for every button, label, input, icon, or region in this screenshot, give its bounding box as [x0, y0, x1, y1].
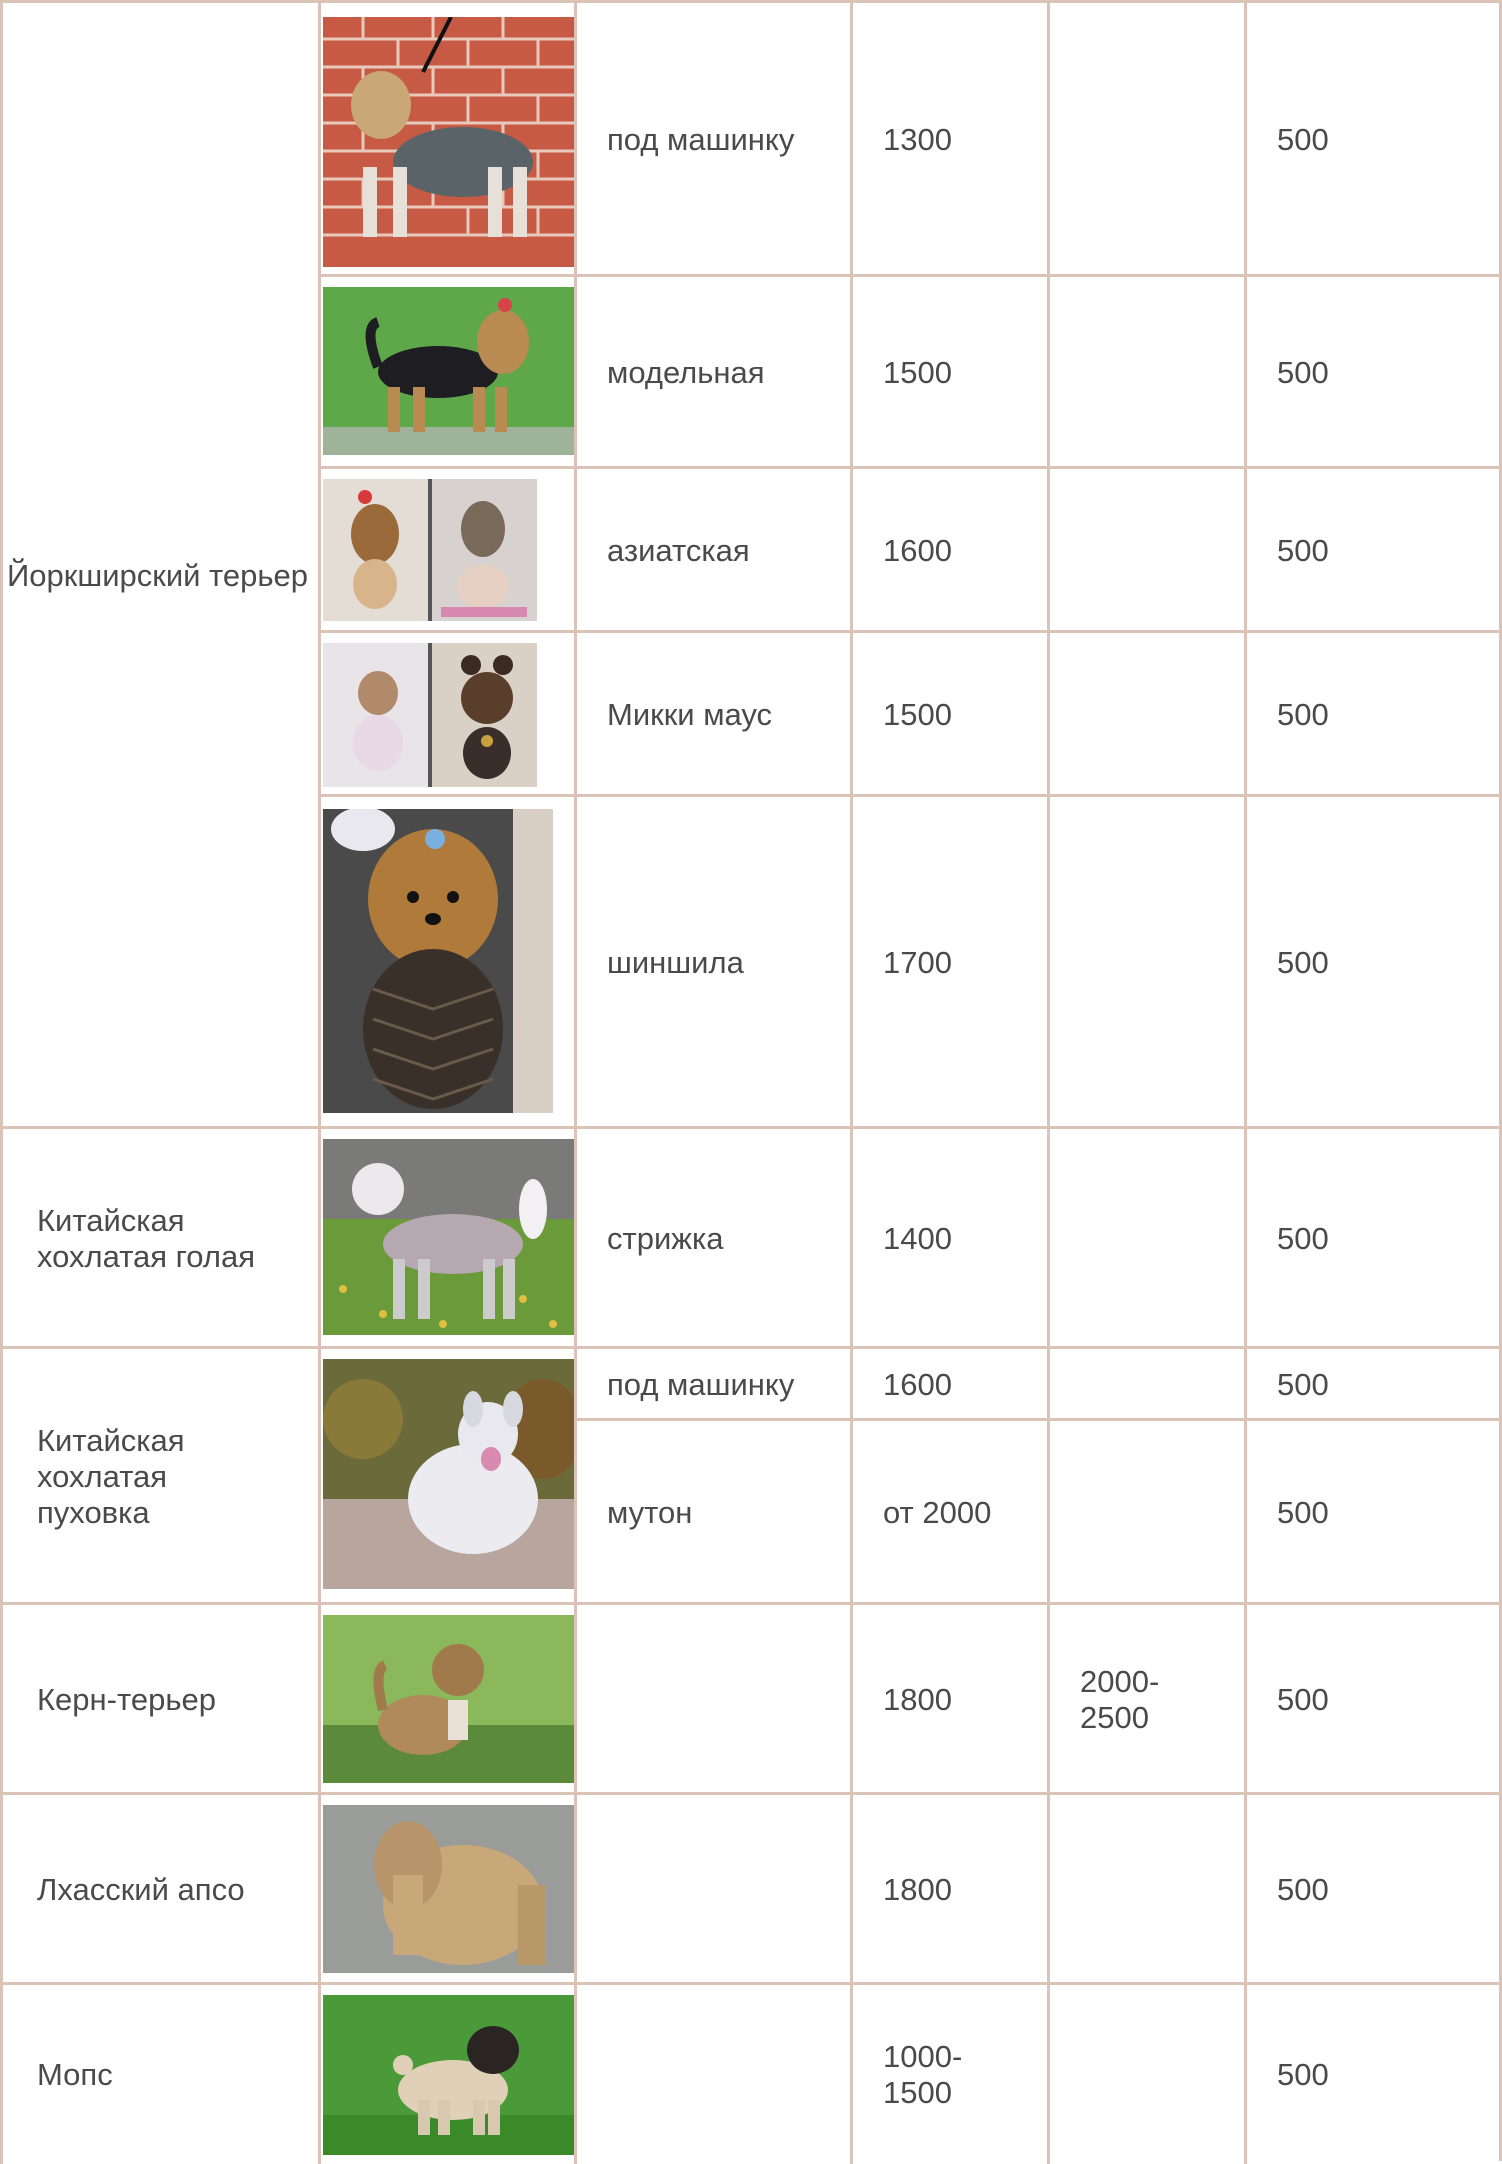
extra-cell [1047, 630, 1246, 796]
breed-label: Лхасский апсо [37, 1871, 245, 1907]
yorkie-asian-cut-photo [323, 479, 537, 621]
price-cell [850, 274, 1049, 468]
extra-cell [1047, 466, 1246, 632]
last-value: 500 [1277, 1366, 1329, 1402]
price-value: 1700 [883, 944, 952, 980]
photo-cell [318, 466, 576, 632]
extra-cell [1047, 274, 1246, 468]
last-cell [1244, 630, 1502, 796]
extra-cell [1047, 1982, 1246, 2164]
breed-label: Китайская хохлатая пуховка [37, 1422, 185, 1530]
last-value: 500 [1277, 944, 1329, 980]
price-cell [850, 1346, 1049, 1420]
price-value: 1500 [883, 354, 952, 390]
service-cell [574, 630, 852, 796]
price-cell [850, 1602, 1049, 1794]
service-label: азиатская [607, 532, 750, 568]
last-value: 500 [1277, 1871, 1329, 1907]
service-label: шиншила [607, 944, 744, 980]
service-label: мутон [607, 1494, 693, 1530]
price-value: 1800 [883, 1871, 952, 1907]
breed-cell-crested-powderpuff [0, 1346, 320, 1604]
extra-cell [1047, 1792, 1246, 1984]
extra-cell [1047, 1418, 1246, 1604]
service-label: модельная [607, 354, 765, 390]
last-value: 500 [1277, 1494, 1329, 1530]
breed-cell-pug [0, 1982, 320, 2164]
price-cell [850, 1126, 1049, 1348]
service-cell [574, 1792, 852, 1984]
last-value: 500 [1277, 121, 1329, 157]
service-cell [574, 1418, 852, 1604]
breed-label: Китайская хохлатая голая [37, 1202, 255, 1274]
service-cell [574, 274, 852, 468]
cairn-terrier-photo [323, 1615, 575, 1783]
extra-cell [1047, 0, 1246, 276]
pug-photo [323, 1995, 575, 2155]
breed-cell-lhasa [0, 1792, 320, 1984]
last-cell [1244, 1126, 1502, 1348]
photo-cell [318, 630, 576, 796]
last-cell [1244, 794, 1502, 1128]
photo-cell [318, 1792, 576, 1984]
last-value: 500 [1277, 354, 1329, 390]
price-value: 1400 [883, 1220, 952, 1256]
chinese-crested-powderpuff-photo [323, 1359, 575, 1589]
service-label: стрижка [607, 1220, 724, 1256]
extra-value: 2000- 2500 [1080, 1663, 1160, 1735]
last-value: 500 [1277, 2056, 1329, 2092]
yorkie-mickey-cut-photo [323, 643, 537, 787]
breed-cell-crested-hairless [0, 1126, 320, 1348]
chinese-crested-hairless-photo [323, 1139, 575, 1335]
extra-cell [1047, 1126, 1246, 1348]
last-cell [1244, 1792, 1502, 1984]
photo-cell [318, 1346, 576, 1604]
last-cell [1244, 1346, 1502, 1420]
last-value: 500 [1277, 532, 1329, 568]
price-value: 1500 [883, 696, 952, 732]
breed-label: Мопс [37, 2056, 113, 2092]
last-value: 500 [1277, 696, 1329, 732]
price-cell [850, 1982, 1049, 2164]
last-cell [1244, 0, 1502, 276]
price-value: 1000- 1500 [883, 2038, 963, 2110]
lhasa-apso-photo [323, 1805, 575, 1973]
photo-cell [318, 0, 576, 276]
price-value: 1300 [883, 121, 952, 157]
photo-cell [318, 274, 576, 468]
price-value: 1600 [883, 532, 952, 568]
service-cell [574, 1602, 852, 1794]
extra-cell [1047, 1602, 1246, 1794]
extra-cell [1047, 1346, 1246, 1420]
price-cell [850, 1418, 1049, 1604]
price-cell [850, 0, 1049, 276]
last-cell [1244, 1418, 1502, 1604]
last-value: 500 [1277, 1220, 1329, 1256]
photo-cell [318, 1602, 576, 1794]
last-cell [1244, 466, 1502, 632]
price-cell [850, 1792, 1049, 1984]
service-cell [574, 794, 852, 1128]
photo-cell [318, 1126, 576, 1348]
price-value: от 2000 [883, 1494, 992, 1530]
service-cell [574, 466, 852, 632]
last-value: 500 [1277, 1681, 1329, 1717]
last-cell [1244, 1602, 1502, 1794]
breed-label: Керн-терьер [37, 1681, 216, 1717]
service-label: Микки маус [607, 696, 773, 732]
price-value: 1600 [883, 1366, 952, 1402]
service-label: под машинку [607, 121, 795, 157]
breed-label: Йоркширский терьер [7, 557, 309, 593]
extra-cell [1047, 794, 1246, 1128]
last-cell [1244, 1982, 1502, 2164]
breed-cell-yorkie [0, 0, 320, 1128]
yorkie-machine-cut-photo [323, 17, 575, 267]
breed-cell-cairn [0, 1602, 320, 1794]
service-cell [574, 1982, 852, 2164]
photo-cell [318, 1982, 576, 2164]
price-cell [850, 630, 1049, 796]
price-value: 1800 [883, 1681, 952, 1717]
price-cell [850, 466, 1049, 632]
photo-cell [318, 794, 576, 1128]
yorkie-model-cut-photo [323, 287, 575, 455]
last-cell [1244, 274, 1502, 468]
service-cell [574, 1126, 852, 1348]
yorkie-chinchilla-cut-photo [323, 809, 553, 1113]
service-cell [574, 0, 852, 276]
service-label: под машинку [607, 1366, 795, 1402]
service-cell [574, 1346, 852, 1420]
price-cell [850, 794, 1049, 1128]
